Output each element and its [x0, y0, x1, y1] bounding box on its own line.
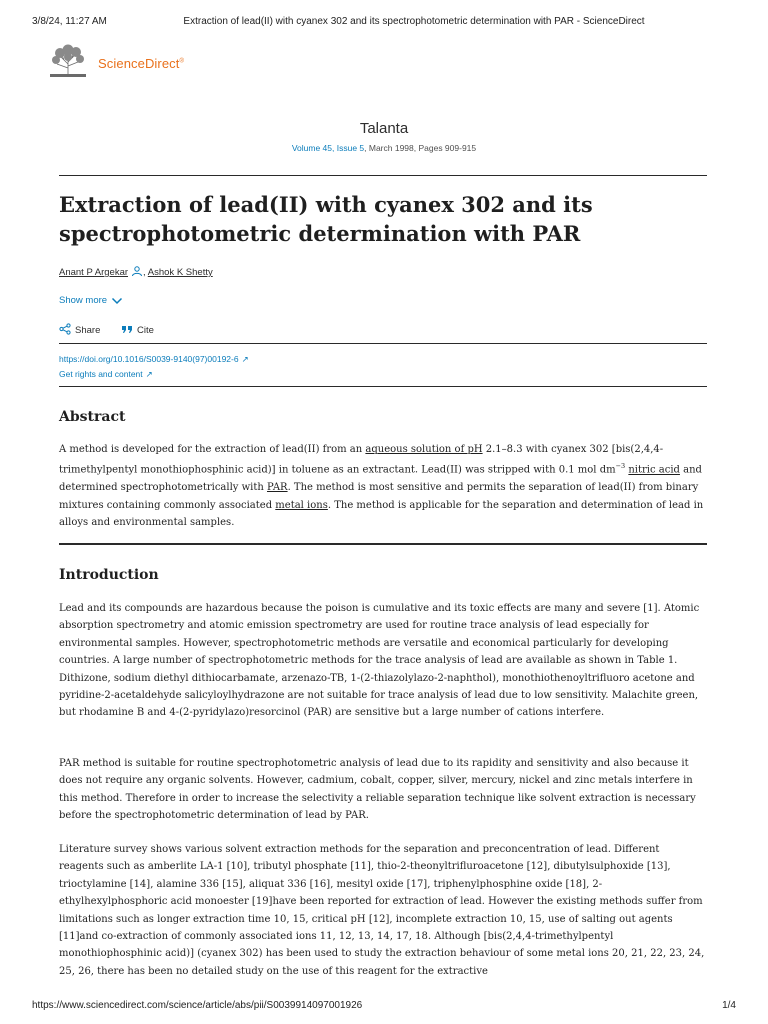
article-links: [59, 352, 249, 382]
print-page-title: Extraction of lead(II) with cyanex 302 and its spectrophotometric determination with PAR - ScienceDirect: [183, 16, 645, 27]
issue-date-pages: , March 1998, Pages 909-915: [364, 143, 477, 153]
show-more-button[interactable]: Show more: [59, 295, 123, 306]
abstract-heading: Abstract: [59, 409, 126, 425]
external-arrow-icon: ↗: [241, 354, 249, 364]
issue-line: [0, 143, 768, 153]
topic-link[interactable]: aqueous solution of pH: [365, 444, 483, 455]
author-list: Anant P Argekar , Ashok K Shetty: [59, 267, 213, 278]
divider: [59, 175, 707, 176]
journal-name[interactable]: Talanta: [359, 120, 409, 137]
sciencedirect-wordmark: ScienceDirect®: [98, 56, 185, 71]
article-actions: [59, 323, 172, 336]
share-button[interactable]: Share: [59, 323, 100, 336]
print-url: https://www.sciencedirect.com/science/article/abs/pii/S0039914097001926: [32, 1000, 363, 1011]
abstract-text: A method is developed for the extraction of lead(II) from an aqueous solution of pH 2.1–8.3 with cyanex 302 [bis(2,4,4-trimethylpentyl monothiophosphinic acid)] in toluene as an extractant. Lead(II) was stripped with 0.1 mol $dm^{-3}$ nitric acid and determined spectrophotometrically with PAR. The method is most sensitive and permits the separation of lead(II) from binary mixtures containing commonly associated metal ions. The method is applicable for the separation and determination of lead in alloys and environmental samples.: [59, 444, 704, 528]
print-header: [32, 16, 736, 30]
print-datetime: 3/8/24, 11:27 AM: [32, 16, 107, 27]
print-footer: [32, 1000, 736, 1014]
doi-link[interactable]: https://doi.org/10.1016/S0039-9140(97)00192-6: [59, 354, 239, 364]
print-page-number: 1/4: [722, 1000, 736, 1011]
chevron-down-icon: [111, 297, 123, 305]
rights-link[interactable]: Get rights and content: [59, 369, 143, 379]
intro-paragraph: Literature survey shows various solvent extraction methods for the separation and preconcentration of lead. Different reagents such as amberlite LA-1 [10], tributyl phosphate [11], thio-2-theonyltrifluroacetone [12], dibutylsulphoxide [13], trioctylamine [14], alamine 336 [15], aliquat 336 [16], mesityl oxide [17], triphenylphosphine oxide [18], 2-ethylhexylphosphoric acid monoester [19]have been reported for extraction of lead. However the existing methods suffer from limitations such as longer extraction time 10, 15, critical pH [12], incomplete extraction 10, 15, use of salting out agents [11]and co-extraction of commonly associated ions 11, 12, 13, 14, 17, 18. Although [bis(2,4,4-trimethylpentyl monothiophosphinic acid)] (cyanex 302) has been used to study the extraction behaviour of some metal ions 20, 21, 22, 23, 24, 25, 26, there has been no detailed study on the use of this reagent for the extractive: [59, 844, 705, 977]
intro-paragraph: Lead and its compounds are hazardous because the poison is cumulative and its toxic effects are many and severe [1]. Atomic absorption spectrometry and atomic emission spectrometry are used for routine trace analysis of lead especially for environmental samples. However, spectrophotometric methods are versatile and economical particularly for developing countries. A large number of spectrophotometric methods for the trace analysis of lead are available as shown in Table 1. Dithizone, sodium diethyl dithiocarbamate, arzenazo-TB, 1-(2-thiazolylazo-2-naphthol), monothiothenoyltrifluoro acetone and pyridine-2-acetaldehyde salicyloylhydrazone are not suitable for trace analysis of lead due to low sensitivity. Malachite green, but rhodamine B and 4-(2-pyridylazo)resorcinol (PAR) are sensitive but a large number of cations interfere.: [59, 603, 700, 719]
elsevier-tree-logo: [48, 44, 88, 78]
article-title: Extraction of lead(II) with cyanex 302 and its spectrophotometric determination with PAR: [59, 192, 593, 246]
divider: [59, 386, 707, 387]
introduction-heading: Introduction: [59, 567, 159, 583]
cite-button[interactable]: Cite: [121, 323, 154, 336]
quote-icon: [121, 323, 133, 335]
person-icon[interactable]: [131, 266, 143, 276]
divider: [59, 343, 707, 344]
topic-link[interactable]: nitric acid: [628, 464, 680, 476]
share-icon: [59, 323, 71, 335]
volume-issue-link[interactable]: Volume 45, Issue 5: [291, 143, 365, 153]
author-link[interactable]: Ashok K Shetty: [147, 267, 213, 278]
author-link[interactable]: Anant P Argekar: [59, 267, 129, 278]
external-arrow-icon: ↗: [145, 369, 153, 379]
intro-paragraph: PAR method is suitable for routine spectrophotometric analysis of lead due to its rapidity and sensitivity and also because it does not require any organic solvents. However, cadmium, cobalt, copper, silver, mercury, nickel and zinc metals interfere in this method. Therefore in order to increase the selectivity a reliable separation technique like solvent extraction is necessary before the spectrophotometric determination of lead by PAR.: [59, 758, 696, 822]
topic-link[interactable]: PAR: [267, 482, 288, 494]
sciencedirect-logo[interactable]: [48, 44, 228, 84]
divider: [59, 543, 707, 545]
topic-link[interactable]: metal ions: [275, 499, 328, 511]
